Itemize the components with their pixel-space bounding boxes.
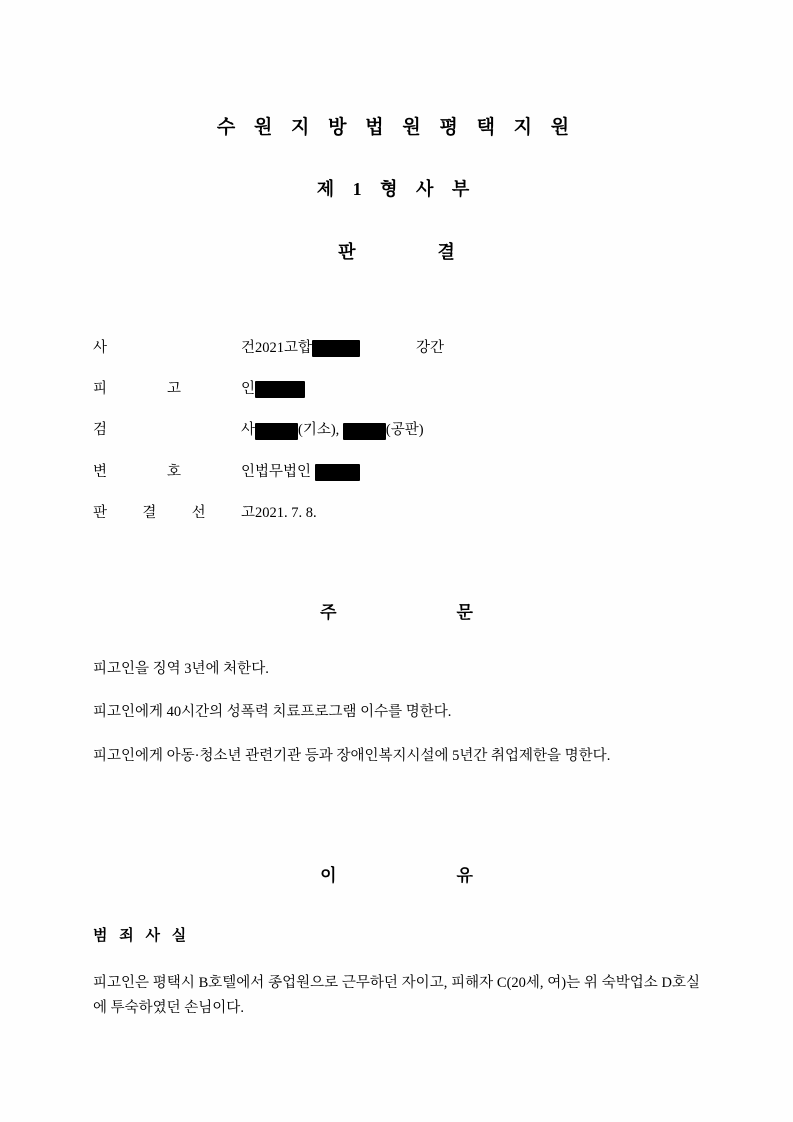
order-item: 피고인을 징역 3년에 처한다. [93, 660, 269, 677]
meta-label-prosecutor [93, 418, 255, 439]
meta-label-char: 사 [93, 340, 108, 356]
charge-name: 강간 [416, 340, 445, 356]
meta-label-case [93, 336, 255, 357]
order-item: 피고인에게 아동·청소년 관련기관 등과 장애인복지시설에 5년간 취업제한을 명한다. [93, 747, 611, 764]
redaction-bar [315, 464, 360, 481]
case-meta-table [93, 336, 793, 522]
redaction-bar [312, 340, 360, 357]
case-number-prefix: 2021고합 [255, 340, 313, 356]
order-heading-left: 주 [320, 602, 337, 622]
meta-value-defendant [255, 381, 793, 398]
order-item: 피고인에게 40시간의 성폭력 치료프로그램 이수를 명한다. [93, 704, 452, 721]
division-title: 제 1 형 사 부 [316, 179, 477, 199]
meta-value-prosecutor [255, 418, 793, 439]
meta-label-char: 결 [142, 504, 157, 521]
redaction-bar [255, 381, 305, 398]
meta-label-char: 건 [240, 340, 255, 356]
meta-label-char: 고 [240, 504, 255, 521]
order-heading-right: 문 [456, 602, 473, 622]
meta-label-defendant [93, 377, 255, 398]
prosecutor-role-indictment: (기소), [298, 422, 340, 439]
meta-label-char: 피 [93, 381, 108, 398]
meta-value-counsel [255, 460, 793, 481]
meta-label-char: 인 [240, 381, 255, 398]
meta-label-char: 고 [166, 381, 181, 398]
redaction-bar [255, 423, 298, 440]
meta-row-case-number [93, 336, 793, 357]
meta-value-judgment-date: 2021. 7. 8. [255, 504, 317, 521]
redaction-bar [343, 423, 386, 440]
criminal-facts-heading: 범 죄 사 실 [93, 928, 191, 945]
reason-section-heading [0, 788, 793, 886]
meta-label-char: 사 [240, 422, 255, 439]
order-section-heading [0, 542, 793, 623]
reason-heading-right: 유 [456, 866, 473, 886]
document-type-title [0, 201, 793, 264]
meta-label-judgment-date [93, 501, 255, 522]
court-title: 수 원 지 방 법 원 평 택 지 원 [216, 117, 577, 138]
meta-value-case [255, 336, 793, 357]
meta-row-prosecutor [93, 418, 793, 439]
meta-label-char: 선 [191, 504, 206, 521]
document-type-left: 판 [338, 242, 356, 262]
meta-row-defendant [93, 377, 793, 398]
meta-row-counsel [93, 460, 793, 481]
meta-label-char: 판 [93, 504, 108, 521]
meta-label-counsel [93, 460, 255, 481]
law-firm-prefix: 법무법인 [255, 463, 312, 480]
meta-label-char: 검 [93, 422, 108, 439]
criminal-facts-paragraph: 피고인은 평택시 B호텔에서 종업원으로 근무하던 자이고, 피해자 C(20세, 여)는 위 숙박업소 D호실에 투숙하였던 손님이다. [93, 975, 700, 1017]
meta-label-char: 인 [240, 463, 255, 480]
document-type-right: 결 [437, 242, 455, 262]
meta-row-judgment-date [93, 501, 793, 522]
meta-label-char: 변 [93, 463, 108, 480]
reason-heading-left: 이 [320, 866, 337, 886]
order-list [93, 658, 700, 767]
prosecutor-role-trial: (공판) [385, 422, 424, 439]
meta-label-char: 호 [166, 463, 181, 480]
